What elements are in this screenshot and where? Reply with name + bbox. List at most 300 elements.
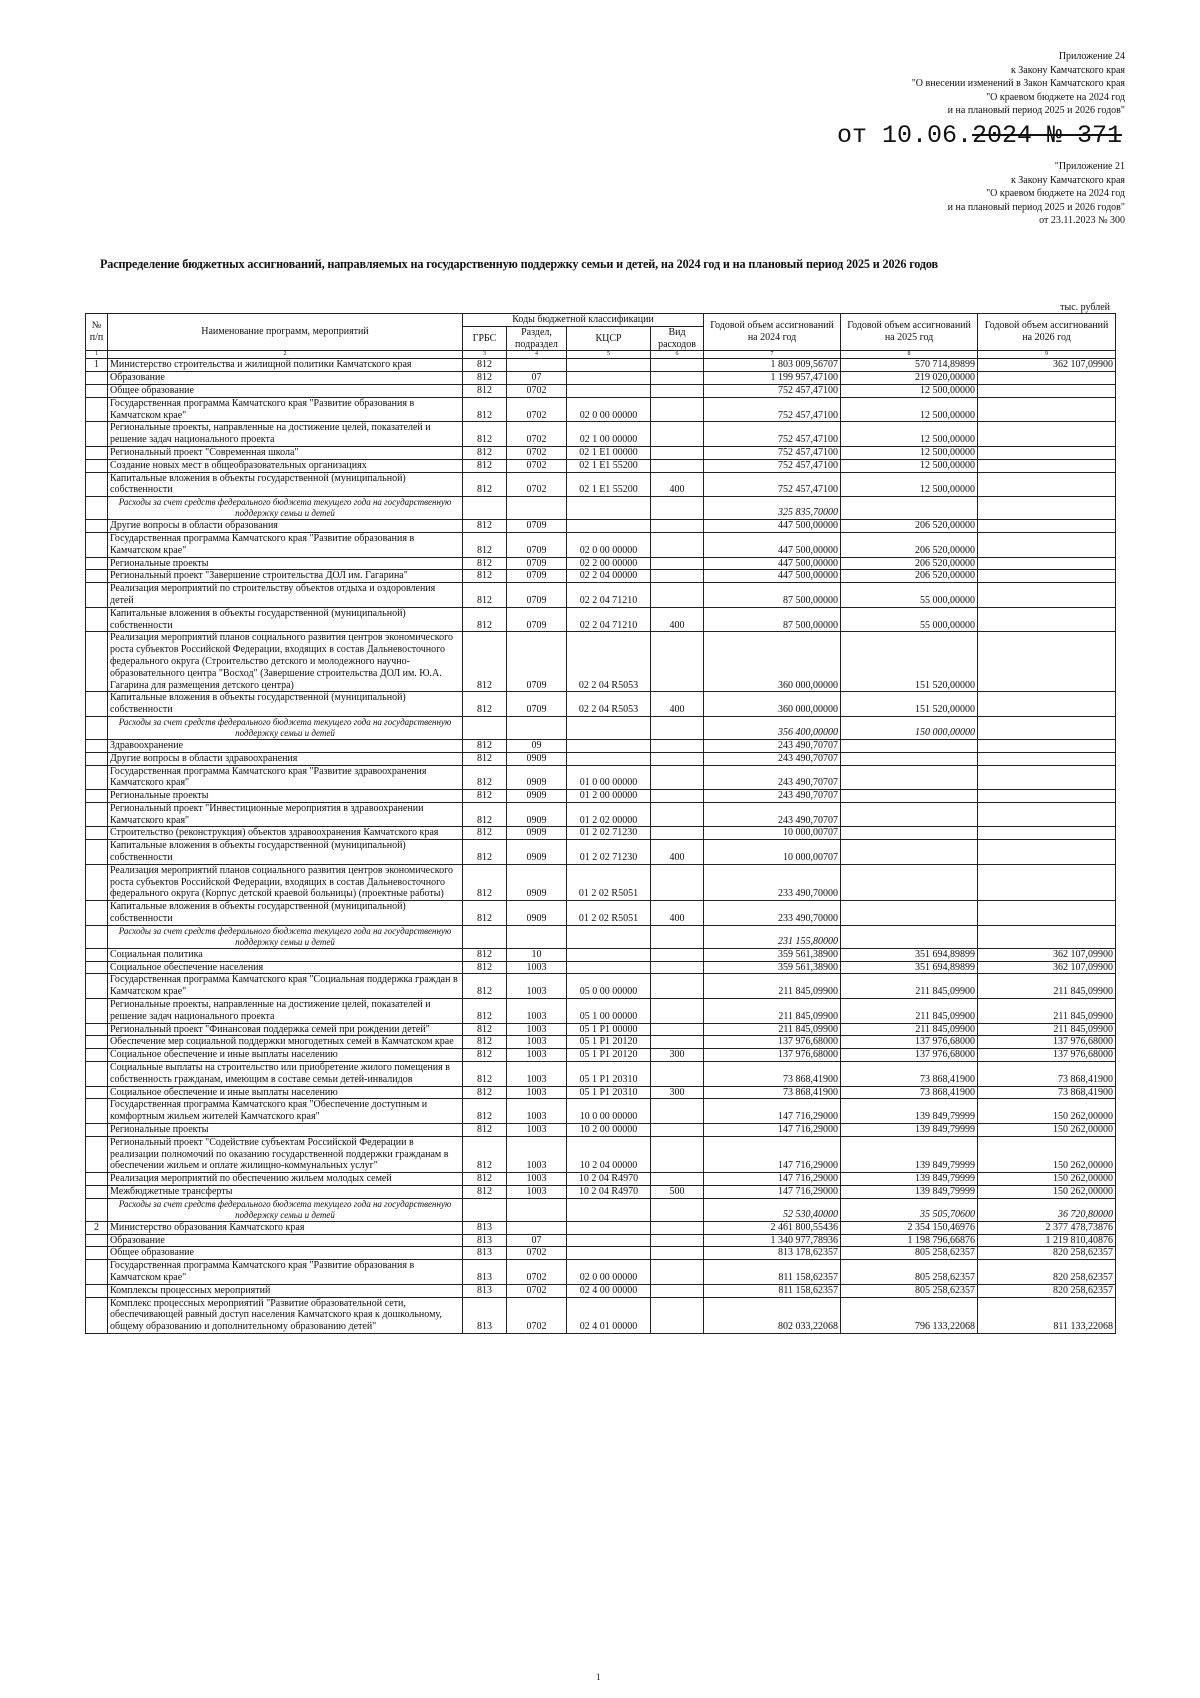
kcsr-cell: 05 1 P1 20310 — [567, 1086, 651, 1099]
amount-2024: 447 500,00000 — [704, 532, 841, 557]
amount-2025: 151 520,00000 — [841, 632, 978, 692]
amount-2024: 73 868,41900 — [704, 1086, 841, 1099]
amount-2026 — [978, 901, 1116, 926]
federal-funds-note-row — [86, 497, 1116, 520]
amount-2026: 150 262,00000 — [978, 1173, 1116, 1186]
razdel-cell: 0702 — [507, 1260, 567, 1285]
razdel-cell: 0709 — [507, 520, 567, 533]
table-row — [86, 765, 1116, 790]
row-name: Комплекс процессных мероприятий "Развитие образовательной сети, обеспечивающей равный доступ населения Камчатского края к дошкольному, общему образованию и дополнительному образованию детей" — [108, 1297, 463, 1333]
amount-2026: 362 107,09900 — [978, 948, 1116, 961]
grbs-cell: 812 — [463, 1173, 507, 1186]
vid-cell — [651, 1297, 704, 1333]
federal-funds-note-row — [86, 1198, 1116, 1221]
razdel-cell: 1003 — [507, 974, 567, 999]
amount-2025 — [841, 840, 978, 865]
row-no — [86, 422, 108, 447]
amount-2026: 150 262,00000 — [978, 1099, 1116, 1124]
amount-2024: 10 000,00707 — [704, 840, 841, 865]
grbs-cell: 812 — [463, 372, 507, 385]
amount-2024: 233 490,70000 — [704, 901, 841, 926]
row-no — [86, 397, 108, 422]
table-row — [86, 1221, 1116, 1234]
row-no — [86, 1247, 108, 1260]
table-row — [86, 1036, 1116, 1049]
amount-2024: 447 500,00000 — [704, 557, 841, 570]
amount-2025: 805 258,62357 — [841, 1247, 978, 1260]
row-name: Региональные проекты — [108, 557, 463, 570]
new-appendix-header — [912, 50, 1125, 118]
amount-2026 — [978, 840, 1116, 865]
kcsr-cell: 02 2 04 00000 — [567, 570, 651, 583]
kcsr-cell: 02 0 00 00000 — [567, 397, 651, 422]
amount-2024: 243 490,70707 — [704, 790, 841, 803]
amount-2024: 147 716,29000 — [704, 1173, 841, 1186]
grbs-cell: 812 — [463, 692, 507, 717]
amount-2026 — [978, 765, 1116, 790]
kcsr-cell: 02 0 00 00000 — [567, 1260, 651, 1285]
header-line: и на плановый период 2025 и 2026 годов" — [947, 105, 1125, 116]
amount-2026: 211 845,09900 — [978, 999, 1116, 1024]
vid-cell — [651, 520, 704, 533]
amount-2026: 137 976,68000 — [978, 1049, 1116, 1062]
amount-2025 — [841, 752, 978, 765]
amount-2024: 147 716,29000 — [704, 1136, 841, 1172]
row-name: Капитальные вложения в объекты государственной (муниципальной) собственности — [108, 472, 463, 497]
row-name: Комплексы процессных мероприятий — [108, 1284, 463, 1297]
row-no — [86, 1049, 108, 1062]
row-no — [86, 1234, 108, 1247]
row-name: Социальное обеспечение и иные выплаты населению — [108, 1049, 463, 1062]
table-row — [86, 961, 1116, 974]
vid-cell — [651, 397, 704, 422]
vid-cell — [651, 1124, 704, 1137]
table-row — [86, 827, 1116, 840]
amount-2026: 150 262,00000 — [978, 1124, 1116, 1137]
row-no — [86, 1136, 108, 1172]
amount-2024: 10 000,00707 — [704, 827, 841, 840]
vid-cell — [651, 1260, 704, 1285]
amount-2025: 12 500,00000 — [841, 446, 978, 459]
vid-cell — [651, 1173, 704, 1186]
amount-2024: 359 561,38900 — [704, 961, 841, 974]
vid-cell — [651, 1221, 704, 1234]
grbs-cell: 812 — [463, 739, 507, 752]
table-row — [86, 520, 1116, 533]
amount-2024: 1 340 977,78936 — [704, 1234, 841, 1247]
vid-cell — [651, 1198, 704, 1221]
kcsr-cell: 05 1 P1 20120 — [567, 1036, 651, 1049]
razdel-cell — [507, 497, 567, 520]
table-row — [86, 752, 1116, 765]
amount-2025: 796 133,22068 — [841, 1297, 978, 1333]
amount-2025: 139 849,79999 — [841, 1099, 978, 1124]
vid-cell: 400 — [651, 607, 704, 632]
table-row — [86, 840, 1116, 865]
grbs-cell — [463, 716, 507, 739]
vid-cell — [651, 632, 704, 692]
grbs-cell: 813 — [463, 1284, 507, 1297]
row-name: Государственная программа Камчатского края "Развитие образования в Камчатском крае" — [108, 397, 463, 422]
kcsr-cell — [567, 520, 651, 533]
razdel-cell — [507, 1221, 567, 1234]
razdel-cell: 0909 — [507, 901, 567, 926]
amount-2026: 820 258,62357 — [978, 1260, 1116, 1285]
amount-2025: 805 258,62357 — [841, 1260, 978, 1285]
amount-2025: 12 500,00000 — [841, 422, 978, 447]
amount-2026 — [978, 827, 1116, 840]
amount-2025: 139 849,79999 — [841, 1124, 978, 1137]
razdel-cell — [507, 1198, 567, 1221]
kcsr-cell: 02 4 00 00000 — [567, 1284, 651, 1297]
grbs-cell: 812 — [463, 583, 507, 608]
kcsr-cell: 05 1 P1 00000 — [567, 1023, 651, 1036]
table-row — [86, 1099, 1116, 1124]
units-label: тыс. рублей — [1060, 302, 1110, 313]
header-line: "О краевом бюджете на 2024 год — [986, 91, 1125, 103]
amount-2026: 137 976,68000 — [978, 1036, 1116, 1049]
column-number: 6 — [651, 351, 704, 359]
amount-2026 — [978, 716, 1116, 739]
amount-2026 — [978, 752, 1116, 765]
amount-2026 — [978, 739, 1116, 752]
kcsr-cell: 02 2 04 71210 — [567, 583, 651, 608]
kcsr-cell — [567, 384, 651, 397]
row-name: Государственная программа Камчатского края "Обеспечение доступным и комфортным жильем жителей Камчатского края" — [108, 1099, 463, 1124]
amount-2024: 359 561,38900 — [704, 948, 841, 961]
amount-2024: 211 845,09900 — [704, 999, 841, 1024]
amount-2024: 1 803 009,56707 — [704, 359, 841, 372]
amount-2026: 73 868,41900 — [978, 1086, 1116, 1099]
amount-2026 — [978, 422, 1116, 447]
grbs-cell: 812 — [463, 1136, 507, 1172]
amount-2024: 447 500,00000 — [704, 520, 841, 533]
table-row — [86, 359, 1116, 372]
grbs-cell: 812 — [463, 632, 507, 692]
table-row — [86, 1234, 1116, 1247]
grbs-cell: 812 — [463, 864, 507, 900]
amount-2024: 73 868,41900 — [704, 1062, 841, 1087]
note-text: Расходы за счет средств федерального бюджета текущего года на государственную поддержку семьи и детей — [108, 925, 463, 948]
amount-2026: 1 219 810,40876 — [978, 1234, 1116, 1247]
grbs-cell: 812 — [463, 557, 507, 570]
grbs-cell: 812 — [463, 1023, 507, 1036]
grbs-cell: 812 — [463, 840, 507, 865]
row-no — [86, 752, 108, 765]
row-no — [86, 472, 108, 497]
kcsr-cell: 01 2 02 71230 — [567, 827, 651, 840]
row-name: Региональный проект "Финансовая поддержка семей при рождении детей" — [108, 1023, 463, 1036]
row-no — [86, 840, 108, 865]
razdel-cell: 0702 — [507, 422, 567, 447]
kcsr-cell: 01 0 00 00000 — [567, 765, 651, 790]
razdel-cell: 07 — [507, 1234, 567, 1247]
table-row — [86, 901, 1116, 926]
razdel-cell: 1003 — [507, 1136, 567, 1172]
amount-2026 — [978, 446, 1116, 459]
row-no — [86, 1062, 108, 1087]
table-row — [86, 1136, 1116, 1172]
column-number: 1 — [86, 351, 108, 359]
row-name: Общее образование — [108, 384, 463, 397]
amount-2025: 139 849,79999 — [841, 1186, 978, 1199]
row-no — [86, 1173, 108, 1186]
amount-2024: 752 457,47100 — [704, 384, 841, 397]
amount-2024: 211 845,09900 — [704, 1023, 841, 1036]
row-no — [86, 765, 108, 790]
grbs-cell: 813 — [463, 1247, 507, 1260]
row-no — [86, 1036, 108, 1049]
amount-2025: 211 845,09900 — [841, 1023, 978, 1036]
row-no — [86, 583, 108, 608]
header-line: от 23.11.2023 № 300 — [1039, 215, 1125, 226]
row-no — [86, 1086, 108, 1099]
row-no — [86, 790, 108, 803]
kcsr-cell — [567, 948, 651, 961]
table-row — [86, 607, 1116, 632]
razdel-cell: 0702 — [507, 1284, 567, 1297]
row-name: Реализация мероприятий по строительству объектов отдыха и оздоровления детей — [108, 583, 463, 608]
razdel-cell: 0702 — [507, 472, 567, 497]
vid-cell — [651, 1234, 704, 1247]
row-name: Региональный проект "Содействие субъектам Российской Федерации в реализации полномочий по оказанию государственной поддержки гражданам в обеспечении жильем и оплате жилищно-коммунальных услуг" — [108, 1136, 463, 1172]
row-name: Межбюджетные трансферты — [108, 1186, 463, 1199]
kcsr-cell: 02 2 00 00000 — [567, 557, 651, 570]
vid-cell — [651, 384, 704, 397]
table-header-row — [86, 314, 1116, 327]
amount-2024: 147 716,29000 — [704, 1124, 841, 1137]
amount-2024: 243 490,70707 — [704, 765, 841, 790]
amount-2026: 820 258,62357 — [978, 1284, 1116, 1297]
vid-cell — [651, 925, 704, 948]
col-codes-header: Коды бюджетной классификации — [463, 314, 704, 327]
row-name: Социальное обеспечение населения — [108, 961, 463, 974]
razdel-cell — [507, 359, 567, 372]
amount-2024: 87 500,00000 — [704, 607, 841, 632]
vid-cell: 300 — [651, 1086, 704, 1099]
table-row — [86, 974, 1116, 999]
row-no — [86, 570, 108, 583]
kcsr-cell — [567, 497, 651, 520]
razdel-cell: 07 — [507, 372, 567, 385]
amount-2025: 211 845,09900 — [841, 999, 978, 1024]
table-row — [86, 802, 1116, 827]
grbs-cell: 812 — [463, 765, 507, 790]
row-name: Обеспечение мер социальной поддержки многодетных семей в Камчатском крае — [108, 1036, 463, 1049]
col-2026-header: Годовой объем ассигнований на 2026 год — [978, 314, 1116, 351]
grbs-cell: 812 — [463, 752, 507, 765]
column-number: 7 — [704, 351, 841, 359]
razdel-cell: 0709 — [507, 607, 567, 632]
kcsr-cell: 10 2 04 R4970 — [567, 1173, 651, 1186]
row-no — [86, 1297, 108, 1333]
kcsr-cell: 02 1 00 00000 — [567, 422, 651, 447]
grbs-cell: 812 — [463, 607, 507, 632]
row-name: Реализация мероприятий по обеспечению жильем молодых семей — [108, 1173, 463, 1186]
table-row — [86, 397, 1116, 422]
grbs-cell: 812 — [463, 1124, 507, 1137]
amount-2024: 137 976,68000 — [704, 1036, 841, 1049]
amount-2024: 243 490,70707 — [704, 802, 841, 827]
row-no — [86, 974, 108, 999]
row-name: Реализация мероприятий планов социального развития центров экономического роста субъектов Российской Федерации, входящих в состав Дальневосточного федерального округа (Корпус детской краевой больницы) (проектные работы) — [108, 864, 463, 900]
razdel-cell: 0709 — [507, 692, 567, 717]
row-no: 1 — [86, 359, 108, 372]
table-row — [86, 583, 1116, 608]
vid-cell: 500 — [651, 1186, 704, 1199]
vid-cell: 400 — [651, 472, 704, 497]
table-row — [86, 632, 1116, 692]
amount-2024: 325 835,70000 — [704, 497, 841, 520]
kcsr-cell: 01 2 02 00000 — [567, 802, 651, 827]
razdel-cell: 1003 — [507, 1186, 567, 1199]
amount-2025 — [841, 925, 978, 948]
kcsr-cell — [567, 1247, 651, 1260]
amount-2024: 360 000,00000 — [704, 692, 841, 717]
header-line: "О внесении изменений в Закон Камчатского края — [911, 78, 1125, 89]
table-row — [86, 1247, 1116, 1260]
amount-2026: 73 868,41900 — [978, 1062, 1116, 1087]
amount-2025: 206 520,00000 — [841, 570, 978, 583]
razdel-cell: 0702 — [507, 446, 567, 459]
vid-cell — [651, 583, 704, 608]
old-appendix-header — [948, 160, 1125, 228]
razdel-cell: 1003 — [507, 999, 567, 1024]
amount-2025: 55 000,00000 — [841, 583, 978, 608]
razdel-cell: 0909 — [507, 790, 567, 803]
vid-cell — [651, 827, 704, 840]
amount-2026 — [978, 802, 1116, 827]
col-kcsr-header: КЦСР — [567, 326, 651, 351]
grbs-cell: 812 — [463, 520, 507, 533]
amount-2026: 362 107,09900 — [978, 961, 1116, 974]
amount-2024: 813 178,62357 — [704, 1247, 841, 1260]
vid-cell — [651, 948, 704, 961]
row-name: Региональные проекты, направленные на достижение целей, показателей и решение задач национального проекта — [108, 999, 463, 1024]
table-row — [86, 1186, 1116, 1199]
row-no — [86, 1284, 108, 1297]
razdel-cell: 1003 — [507, 1086, 567, 1099]
row-name: Государственная программа Камчатского края "Развитие образования в Камчатском крае" — [108, 1260, 463, 1285]
row-no — [86, 864, 108, 900]
col-name-header: Наименование программ, мероприятий — [108, 314, 463, 351]
kcsr-cell: 05 1 P1 20310 — [567, 1062, 651, 1087]
column-number: 9 — [978, 351, 1116, 359]
grbs-cell: 812 — [463, 384, 507, 397]
amount-2026 — [978, 925, 1116, 948]
razdel-cell: 1003 — [507, 1036, 567, 1049]
row-name: Министерство строительства и жилищной политики Камчатского края — [108, 359, 463, 372]
row-name: Другие вопросы в области образования — [108, 520, 463, 533]
table-row — [86, 739, 1116, 752]
grbs-cell: 812 — [463, 359, 507, 372]
razdel-cell: 1003 — [507, 1124, 567, 1137]
row-name: Другие вопросы в области здравоохранения — [108, 752, 463, 765]
amount-2026: 150 262,00000 — [978, 1136, 1116, 1172]
row-no — [86, 692, 108, 717]
grbs-cell: 812 — [463, 397, 507, 422]
razdel-cell: 0709 — [507, 532, 567, 557]
row-name: Капитальные вложения в объекты государственной (муниципальной) собственности — [108, 607, 463, 632]
stamp-struck-number: 2024 № 371 — [971, 121, 1122, 150]
amount-2026 — [978, 607, 1116, 632]
grbs-cell: 812 — [463, 802, 507, 827]
amount-2026: 362 107,09900 — [978, 359, 1116, 372]
vid-cell — [651, 422, 704, 447]
amount-2026: 150 262,00000 — [978, 1186, 1116, 1199]
kcsr-cell: 10 0 00 00000 — [567, 1099, 651, 1124]
grbs-cell: 812 — [463, 1049, 507, 1062]
amount-2026 — [978, 497, 1116, 520]
row-name: Капитальные вложения в объекты государственной (муниципальной) собственности — [108, 901, 463, 926]
grbs-cell: 812 — [463, 1036, 507, 1049]
razdel-cell: 0909 — [507, 765, 567, 790]
table-row — [86, 459, 1116, 472]
vid-cell: 400 — [651, 901, 704, 926]
kcsr-cell: 02 1 E1 00000 — [567, 446, 651, 459]
row-no — [86, 901, 108, 926]
row-name: Строительство (реконструкция) объектов здравоохранения Камчатского края — [108, 827, 463, 840]
vid-cell — [651, 459, 704, 472]
amount-2024: 243 490,70707 — [704, 752, 841, 765]
amount-2025: 137 976,68000 — [841, 1036, 978, 1049]
razdel-cell: 0709 — [507, 557, 567, 570]
note-text: Расходы за счет средств федерального бюджета текущего года на государственную поддержку семьи и детей — [108, 497, 463, 520]
amount-2026 — [978, 472, 1116, 497]
razdel-cell — [507, 925, 567, 948]
grbs-cell: 812 — [463, 1099, 507, 1124]
col-2024-header: Годовой объем ассигнований на 2024 год — [704, 314, 841, 351]
row-name: Образование — [108, 372, 463, 385]
amount-2026 — [978, 532, 1116, 557]
row-name: Капитальные вложения в объекты государственной (муниципальной) собственности — [108, 692, 463, 717]
amount-2026 — [978, 570, 1116, 583]
amount-2024: 233 490,70000 — [704, 864, 841, 900]
razdel-cell: 0909 — [507, 752, 567, 765]
razdel-cell: 0702 — [507, 1297, 567, 1333]
row-no — [86, 1099, 108, 1124]
table-row — [86, 1023, 1116, 1036]
vid-cell — [651, 739, 704, 752]
row-no: 2 — [86, 1221, 108, 1234]
grbs-cell: 812 — [463, 570, 507, 583]
document-title: Распределение бюджетных ассигнований, направляемых на государственную поддержку семьи и детей, на 2024 год и на плановый период 2025 и 2026 годов — [100, 257, 938, 271]
amount-2024: 752 457,47100 — [704, 459, 841, 472]
amount-2025: 2 354 150,46976 — [841, 1221, 978, 1234]
amount-2025 — [841, 765, 978, 790]
kcsr-cell: 01 2 02 R5051 — [567, 864, 651, 900]
header-line: Приложение 24 — [1058, 51, 1125, 62]
row-no — [86, 925, 108, 948]
table-row — [86, 692, 1116, 717]
row-name: Социальное обеспечение и иные выплаты населению — [108, 1086, 463, 1099]
amount-2026: 2 377 478,73876 — [978, 1221, 1116, 1234]
amount-2024: 447 500,00000 — [704, 570, 841, 583]
vid-cell — [651, 765, 704, 790]
row-no — [86, 716, 108, 739]
header-line: "Приложение 21 — [1054, 161, 1125, 172]
vid-cell — [651, 974, 704, 999]
vid-cell — [651, 532, 704, 557]
row-no — [86, 520, 108, 533]
amount-2025: 805 258,62357 — [841, 1284, 978, 1297]
amount-2024: 137 976,68000 — [704, 1049, 841, 1062]
amount-2024: 811 158,62357 — [704, 1260, 841, 1285]
kcsr-cell: 10 2 04 00000 — [567, 1136, 651, 1172]
grbs-cell: 813 — [463, 1260, 507, 1285]
amount-2026 — [978, 557, 1116, 570]
amount-2024: 752 457,47100 — [704, 472, 841, 497]
